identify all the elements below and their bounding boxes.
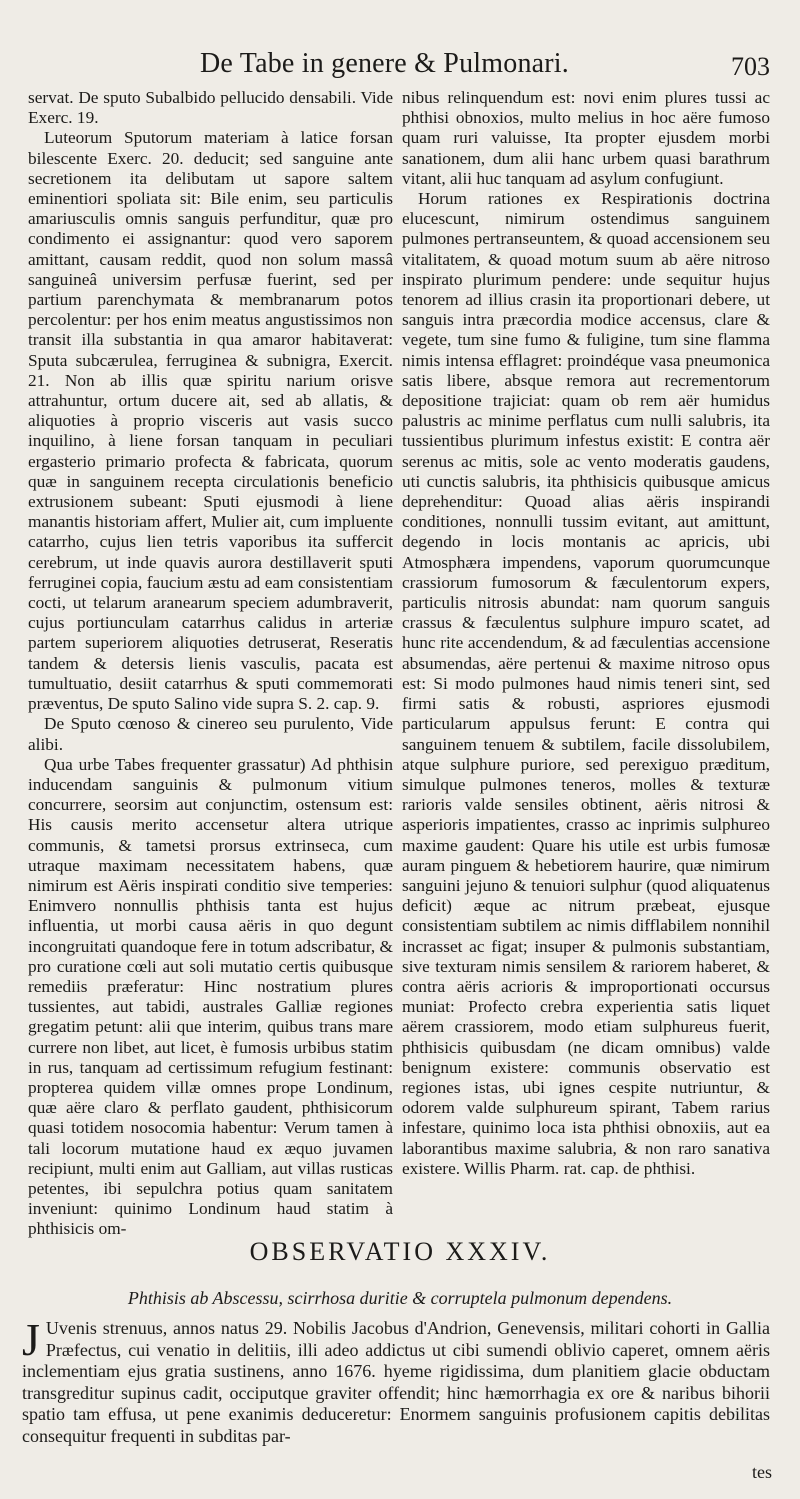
left-paragraph: De Sputo cœnoso & cinereo seu purulento, Vide alibi.	[28, 714, 393, 754]
page-header	[0, 48, 800, 92]
observation-subtitle: Phthisis ab Abscessu, scirrhosa duritie & corruptela pulmonum dependens.	[127, 1288, 673, 1308]
right-paragraph: nibus relinquendum est: novi enim plures tussi ac phthisi obnoxios, multo melius in hoc aëre fumoso quam ruri valuisse, Ita propter ejusdem morbi sanationem, dum alii hanc urbem quasi barathrum vitant, alii huc tanquam ad asylum confugiunt.	[402, 88, 770, 188]
observation-body-text: Uvenis strenuus, annos natus 29. Nobilis Jacobus d'Andrion, Genevensis, militari cohorti in Gallia Præfectus, cui venatio in delitiis, illi adeo addictus ut cibi sumendi oblivio caperet, omnem aëris inclementiam ejus gratia sustinens, anno 1676. hyeme rigidissima, dum planitiem glacie obductam transgreditur supinus cadit, occiputque graviter offendit; hinc hæmorrhagia ex ore & naribus bihorii spatio tam effusa, ut pene exanimis deduceretur: Enormem sanguinis profusionem capitis debilitas consequitur frequenti in subditas par-	[22, 1318, 770, 1446]
left-paragraph: Qua urbe Tabes frequenter grassatur) Ad phthisin inducendam sanguinis & pulmonum vitium concurrere, seorsim aut conjunctim, ostensum est: His causis merito accensetur altera utrique communis, & tametsi prorsus extrinseca, cum utraque maximam necessitatem habens, quæ nimirum est Aëris inspirati conditio sive temperies: Enimvero nonnullis phthisis tanta est hujus influentia, ut morbi causa aëris in quo degunt incongruitati quandoque fere in totum adscribatur, & pro curatione cœli aut soli mutatio certis quibusque remediis præferatur: Hinc nostratium plures tussientes, aut tabidi, australes Galliæ regiones gregatim petunt: alii que interim, quibus trans mare currere non libet, aut licet, è fumosis urbibus statim in rus, tanquam ad certissimum refugium festinant: propterea quidem villæ omnes prope Londinum, quæ aëre claro & perflato gaudent, phthisicorum quasi totidem nosocomia habentur: Verum tamen à tali locorum mutatione haud ex æquo juvamen recipiunt, multi enim aut Galliam, aut villas rusticas petentes, ibi sepulchra potius quam sanitatem inveniunt: quinimo Londinum haud statim à phthisicis om-	[28, 754, 393, 1239]
catchword: tes	[752, 1462, 772, 1482]
page-number: 703	[731, 52, 770, 81]
right-paragraph: Horum rationes ex Respirationis doctrina elucescunt, nimirum ostendimus sanguinem pulmones pertranseuntem, & quoad accensionem seu vitalitatem, & quoad motum suum ab aëre nitroso inspirato plurimum pendere: unde sequitur hujus tenorem ad illius crasin ita proportionari debere, ut sanguis intra præcordia modice accensus, clare & vegete, tum sine fumo & fuligine, tum sine flamma nimis intensa efflagret: proindéque vasa pneumonica satis libere, absque remora aut recrementorum depositione trajiciat: quam ob rem aër humidus palustris ac minime perflatus cum nulli salubris, ita tussientibus plurimum infestus existit: E contra aër serenus ac mitis, sole ac vento moderatis gaudens, uti cunctis salubris, ita phthisicis quibusque amicus deprehenditur: Quoad alias aëris inspirandi conditiones, nonnulli tussim evitant, aut amittunt, degendo in locis montanis ac apricis, ubi Atmosphæra impendens, vaporum quorumcunque crassiorum fumosorum & fæculentorum expers, particulis nitrosis abundat: nam quorum sanguis crassus & fæculentus sulphure impuro scatet, ad hunc rite accendendum, & ad fæculentias accensione absumendas, aëre pertenui & maxime nitroso opus est: Si modo pulmones haud nimis teneri sint, sed firmi satis & robusti, aspriores ejusmodi particularum appulsus ferunt: E contra qui sanguinem tenuem & subtilem, facile dissolubilem, atque sulphure puriore, sed perexiguo præditum, simulque pulmones teneros, molles & texturæ rarioris valde sensiles obtinent, aëris nitrosi & asperioris impatientes, crasso ac inprimis sulphureo maxime gaudent: Quare his utile est urbis fumosæ auram pinguem & hebetiorem haurire, quæ nimirum sanguini jejuno & tenuiori sulphur (quod aliquatenus deficit) æque ac nitrum præbeat, ejusque consistentiam subtilem ac nimis difflabilem nonnihil incrasset ac figat; insuper & pulmonis substantiam, sive texturam nimis sensilem & rariorem haberet, & contra aëris acrioris & improportionati occursus muniat: Profecto crebra experientia satis liquet aërem crassiorem, modo etiam sulphureus fuerit, phthisicis quibusdam (ne dicam omnibus) valde benignum existere: communis observatio est regiones istas, ubi ignes cespite nutriuntur, & odorem valde sulphureum spirant, Tabem rarius infestare, quinimo loca ista phthisi obnoxiis, aut ea laborantibus maxime salubria, & non raro sanativa existere. Willis Pharm. rat. cap. de phthisi.	[402, 189, 770, 1178]
left-paragraph: Luteorum Sputorum materiam à latice forsan bilescente Exerc. 20. deducit; sed sanguine ante secretionem ita delibutam ut sapore saltem eminentiori spoliata sit: Bile enim, seu particulis amariusculis omnis sanguis perfunditur, quæ pro condimento ei assignantur: quod vero saporem amittant, causam reddit, quod non solum massâ sanguineâ universim perfusæ fuerint, sed per partium parenchymata & membranarum potos percolentur: per hos enim meatus angustissimos non transit illa substantia in qua amaror habitaverat: Sputa subcærulea, ferruginea & subnigra, Exercit. 21. Non ab illis quæ spiritu narium orisve attrahuntur, ortum ducere ait, sed ab allatis, & aliquoties à proprio visceris aut vasis succo inquilino, à liene forsan tanquam in peculiari ergasterio primario profecta & fabricata, quorum quæ in sanguinem recepta circulationis beneficio extrusionem subeant: Sputi ejusmodi à liene manantis historiam affert, Mulier ait, cum impluente catarrho, cujus lien tetris vaporibus ita suffercit cerebrum, ut inde quavis aurora destillaverit sputi ferruginei copia, faucium æstu ad eam consistentiam cocti, ut telarum aranearum speciem adumbraverit, cujus portiunculam catarrhus calidus in arteriæ partem superiorem aliquoties detruserat, Reseratis tandem & detersis lienis vasculis, pacata est tumultuatio, desiit catarrhus & sputi commemorati præventus, De sputo Salino vide supra S. 2. cap. 9.	[28, 128, 393, 714]
observation-title: OBSERVATIO XXXIV.	[249, 1237, 551, 1266]
observation-body	[22, 1314, 770, 1447]
left-column	[28, 88, 393, 1240]
left-paragraph: servat. De sputo Subalbido pellucido densabili. Vide Exerc. 19.	[28, 88, 393, 128]
right-column	[402, 88, 770, 1179]
drop-cap: J	[22, 1314, 40, 1365]
running-title: De Tabe in genere & Pulmonari.	[200, 48, 569, 79]
